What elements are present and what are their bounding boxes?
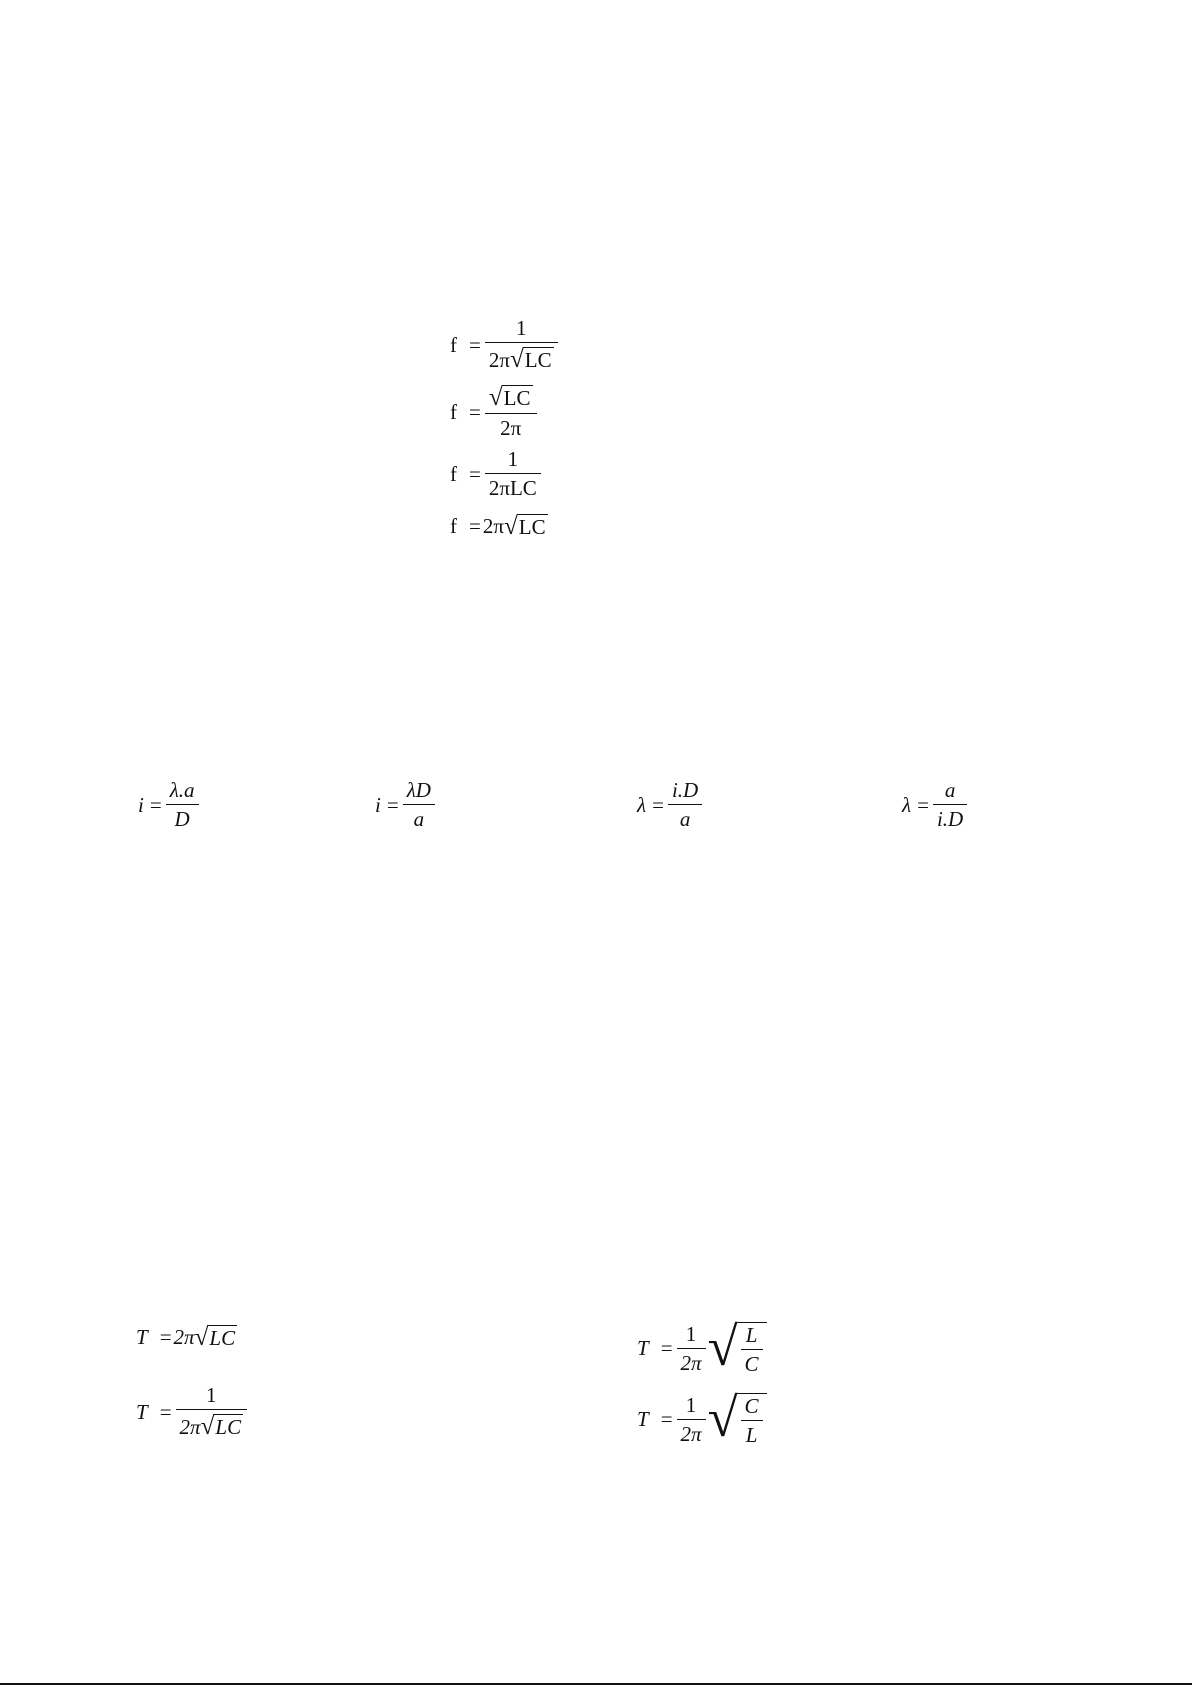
denominator: i.D [936, 807, 964, 831]
numerator: λ.a [169, 778, 195, 802]
fraction [668, 780, 702, 830]
fraction [677, 1321, 706, 1375]
equals-sign: = [660, 1407, 673, 1431]
equals-sign: = [469, 332, 481, 357]
equals-sign: = [469, 461, 481, 486]
numerator: i.D [671, 778, 699, 802]
fraction [166, 780, 199, 830]
numerator: 1 [515, 316, 527, 340]
radicand: LC [209, 1326, 236, 1350]
numerator: 1 [685, 1321, 697, 1346]
radicand: LC [518, 515, 546, 539]
numerator: λD [406, 778, 431, 802]
fraction [176, 1385, 248, 1439]
lhs: T [136, 1399, 148, 1424]
equals-sign: = [159, 1325, 172, 1350]
numerator [485, 385, 537, 413]
formula-t-2 [136, 1385, 249, 1439]
lhs: λ [902, 792, 912, 817]
denominator [176, 1410, 248, 1439]
fraction [485, 385, 537, 439]
numerator: 1 [206, 1383, 217, 1407]
lhs: T [136, 1325, 148, 1350]
lhs: f [450, 332, 457, 357]
sqrt-radical: √ $\frac{C}{L}$ [708, 1393, 767, 1446]
formula-lambda-2 [902, 780, 969, 830]
radicand-denominator: C [744, 1352, 759, 1376]
lhs: f [450, 514, 457, 539]
denominator: a [413, 807, 425, 831]
lhs: λ [637, 792, 647, 817]
numerator: 1 [507, 447, 519, 471]
radicand: LC [503, 386, 531, 410]
formula-lambda-1 [637, 780, 704, 830]
radicand: LC [215, 1415, 242, 1439]
denominator: a [679, 807, 691, 831]
radicand-numerator: L [745, 1323, 758, 1347]
equals-sign: = [149, 792, 162, 817]
denominator: 2π [680, 1350, 702, 1375]
formula-i-2 [375, 780, 437, 830]
radicand: LC [524, 348, 552, 372]
equals-sign: = [660, 1336, 673, 1360]
fraction [933, 780, 967, 830]
sqrt-radical: √ LC [503, 513, 546, 540]
numerator: 1 [685, 1392, 697, 1417]
radicand-numerator: C [744, 1394, 759, 1418]
equals-sign: = [159, 1399, 172, 1424]
denominator: 2πLC [488, 476, 537, 500]
formula-i-1 [138, 780, 201, 830]
equals-sign: = [652, 792, 664, 817]
formula-t-4 [637, 1387, 767, 1448]
fraction [677, 1392, 706, 1446]
radicand-denominator: L [745, 1423, 758, 1447]
sqrt-radical: √ $\frac{L}{C}$ [708, 1322, 767, 1375]
rhs-prefix: 2π [482, 514, 504, 539]
numerator: a [944, 778, 956, 802]
formula-f-4 [450, 514, 548, 539]
lhs: i [138, 792, 144, 817]
formula-f-2 [450, 385, 539, 439]
denominator: D [174, 807, 190, 831]
fraction [485, 318, 558, 372]
lhs: f [450, 399, 457, 424]
den-prefix: 2π [488, 348, 510, 372]
lhs: f [450, 461, 457, 486]
denominator [485, 343, 558, 372]
sqrt-radical: √ LC [194, 1324, 236, 1351]
formula-t-1 [136, 1325, 237, 1350]
equals-sign: = [386, 792, 399, 817]
rhs-prefix: 2π [173, 1325, 195, 1350]
denominator: 2π [680, 1421, 702, 1446]
den-prefix: 2π [179, 1415, 201, 1439]
lhs: T [637, 1407, 649, 1431]
formula-t-3 [637, 1316, 767, 1377]
equals-sign: = [469, 514, 481, 539]
sqrt-radical: √ LC [488, 384, 531, 411]
sqrt-radical: √ LC [200, 1413, 242, 1440]
equals-sign: = [469, 399, 481, 424]
fraction [485, 449, 541, 499]
radicand-fraction [741, 1325, 763, 1375]
radicand-fraction [741, 1396, 763, 1446]
fraction [403, 780, 435, 830]
formula-f-3 [450, 449, 543, 499]
lhs: i [375, 792, 381, 817]
denominator: 2π [500, 416, 522, 441]
lhs: T [637, 1336, 649, 1360]
formula-f-1 [450, 318, 560, 372]
sqrt-radical: √ LC [509, 346, 552, 373]
equals-sign: = [917, 792, 929, 817]
